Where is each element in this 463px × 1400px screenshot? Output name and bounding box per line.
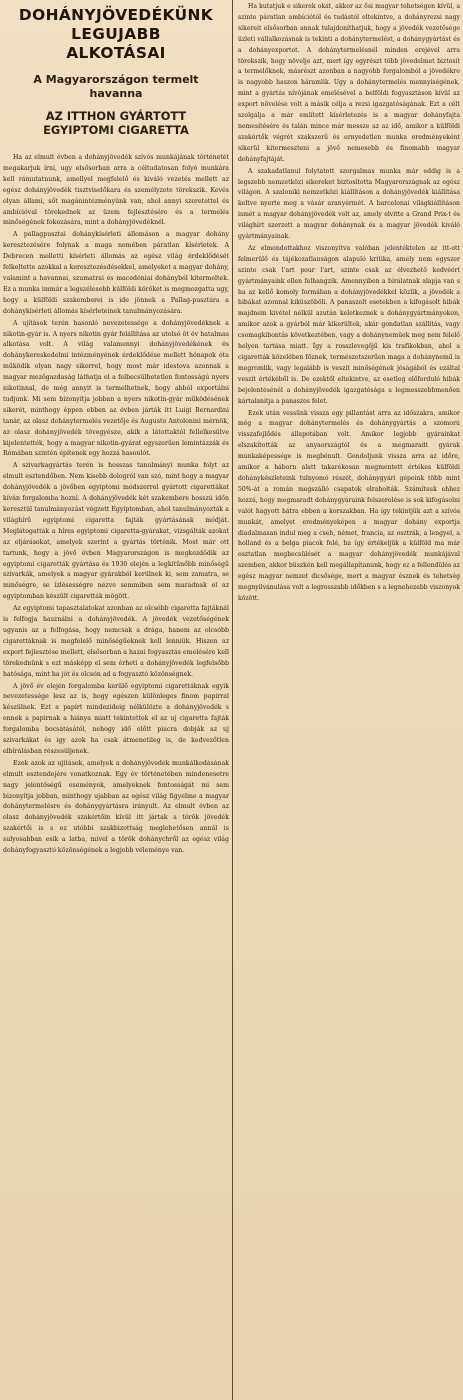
article-paragraph: Ezek azok az ujítások, amelyek a dohányjövedék munkálkodásának elmult esztendejére vonatkoznak. Egy év történetében mindenesetre nagy jelentőségű események, amelyeknek fontosságát mi sem bizonyítja jobban, minthogy ujabban az egész világ figyelme a magyar dohánytermelésre és dohánygyártásra irányult. Az elmult évben az olasz dohányjövedék szakértőin kívül itt jártak a török jövedék szakértői is s ez utóbbi szakbizottság meglehetősen annál is sulyosabban esik a latba, mivel a török dohánychről az egész világ dohányfogyasztó közönségének a legjobb véleménye van. <box>3 759 229 855</box>
headline-line-2: LEGUJABB <box>71 25 161 43</box>
article-paragraph: Az elmondottakhoz viszonyítva valóban jelentéktelen az itt-ott felmerülő és tájékozatlanságon alapuló kritika, amely nem egyszer szinte csak l'art pour l'art, szinte csak az élvezhető kedvéért gyártmányaink ellen felhangzik. Amennyiben a bírálatnak alapja van s ha az kellő komoly formában a dohányjövedékkel közlik, a jövedék a hibákat azonnal kiküszöböli. A panaszolt esetekben a kifogásolt hibák majdnem kivétel nélkül azután keletkeznek a dohánygyártmányokon, amikor azok a gyárból már kikerültek, akár gondatlan szállítás, vagy csomagkibontás következtében, vagy a dohánynemüek meg nem felelő helyen tartása miatt. Így a rosszlevegőjű kis trafikokban, ahol a cigaretták közelében főznek, természetszerűen maga a dohánynemű is megromlik, vagy legalább is veszít minőségének jóságából és ezáltal veszít értékéből is. De ezektől eltekintve, az esetleg előforduló hibák bejelentésénél a dohányjövedék igazgatósága a legmesszebbmenően kártalanítja a panaszos felet. <box>238 244 460 405</box>
subheadline-1: A Magyarországon termelt <box>33 73 199 86</box>
headline-line-3: ALKOTÁSAI <box>66 44 166 62</box>
article-paragraph: Ha az elmult évben a dohányjövedék szívós munkájának történetét megakarjuk írni, ugy elsősorban arra a céltudatosan folyó munkára kell rámutatnunk, amellyel megfelelő és kiváló vezetés mellett az egész dohányjövedék tisztviselőkara és személyzete törekszik. Kevés olyan állami, sőt magánintézményünk van, ahol annyi szeretettel és ambícióval törekednek az üzem fejlesztésére és a termelés minőségének fokozására, mint a dohányjövedéknél. <box>3 154 229 227</box>
subheadline-4: EGYIPTOMI CIGARETTA <box>43 123 189 137</box>
article-paragraph: A szakadatlanul folytatott szorgalmas munka már eddig is a legszebb nemzetközi sikereket biztosította Magyarországnak az egész világon. A szaloniki nemzetközi kiállításon a dohányjövedék kiállítása keltve nyerte meg a vásár aranyérmét. A barcelonai világkiállításon ismét a magyar dohányjövedék volt az, amely elvitte a Grand Prix-t és világhírt szerzett a magyar dohánynak és a magyar jövedék kiváló gyártmányainak. <box>238 167 460 241</box>
article-paragraph: A pallagpusztai dohánykísérleti állomáson a magyar dohány keresztezésére folynak a maga nemében páratlan kísérletek. A Debrecen melletti kísérleti állomás az egész világ érdeklődését felkeltette azokkal a keresztezésdésekkel, amelyeket a magyar dohány, valamint a havannai, szumatrai és macedóniai dohányból kitermeltek. Ez a munka immár a legszélesebb külföldi köröket is megmozgatta ugy, hogy a külföldi szakemberei is ide jönnek a Pallag-pusztára a dohánykísérleti állomás kísérleteinek tanulmányozására. <box>3 231 230 315</box>
article-paragraph: Az egyiptomi tapasztalatokat azonban az olcsóbb cigaretta fajtáknál is felfogja használni a dohányjövedék. A jövedék vezetőségének ugyanis az a felfogása, hogy nemcsak a drága, hanem az olcsóbb cigarettáknak is megfelelő minőségűeknek kell lenniük. Hiszen az export fejlesztése mellett, elsősorban a hazai fogyasztás emelésére kell törekednünk s ezt másképp el sem érheti a dohányjövedék legfelsőbb hatósága, mint ha jót és olcsón ad a fogyasztó közönségnek. <box>3 605 229 678</box>
article-paragraph: Ezek után vessünk vissza egy pillantást arra az időszakra, amikor még a magyar dohánytermelés és dohánygyártás a szomorú visszafejlődés állapotában volt. Amikor legjobb gyárainkat elszakították az anyaországtól és a megmaradt gyárak munkaképessége is megbénult. Gondoljunk vissza arra az időre, amikor a háborn alatt takarékosan megmentett értékes külföldi dohánykészleteink tulnyomó részét, dohánygyári gépeink több mint 50%-át a román megszálló csapatok elrabolták. Számítsuk ehhez hozzá, hogy megmaradt dohánygyáraink felszerelése is sok kifogásolni valót hagyott hátra ebben a korszakban. Ha így tekintjük azt a szívós munkát, amelyet eredményeképen a magyar dohány exportja diadalmasan indul meg a cseh, német, francia, az osztrák, a lengyel, a holland és a belga piacok felé, ha így értékeljük a külföld ma már osztatlan megbecsülését a magyar dohányjövedék munkájával szemben, akkor büszkén kell megállapítanunk, hogy ez a fellendülés az egész magyar nemzet dicsősége, mert a magyar észnek és tehetség megnyilvánulása volt a legrosszabb időkben s a legnehezebb viszonyok között. <box>238 409 460 602</box>
article-paragraph: A ujítások terén hasonló nevezetessége a dohányjövedéknek a nikotin-gyár is. A nyers nikotin gyár felállítása az utolsó öt év hatalmas alkotása volt. A világ valamennyi dohányjövedékének és dohánykereskedelmi intézményének érdeklődése mellett hónapok óta működik olyan nagy sikerrel, hogy most már idestova azonnak a magyar mezőgazdaság láthatja el a felbecsülhetetlen fontosságú nyers nikotinnal, de még annyit is termelhetnek, hogy abból exportálni tudjunk. Mi sem bizonyítja jobban a nyers nikotin-gyár működésének sikerét, minthogy éppen ebben az évben járták itt Luigi Bernardini tanár, az olasz dohánytermelés vezetője és Augusto Antolonini mérnök, az olasz dohányjövedék tövegyésze, akik a látottaktól fellelkesülve kijelentették, hogy a magyar nikotin-gyárat egyszerűen lemintázzák és Rómában szintén építenek egy hozzá hasonlót. <box>3 319 229 458</box>
subheadline-2: havanna <box>89 87 143 100</box>
subheadline-3: AZ ITTHON GYÁRTOTT <box>45 109 187 123</box>
article-paragraph: A jövő év elején forgalomba kerülő egyiptomi cigarettáknak egyik nevezetessége lesz az is, hogy egészen különleges finom papirral készülnek. Ezt a papírt mindezideig nélkülözte a dohányjövedék s ennek a papirnak a hiánya miatt tekintettek el az uj cigaretta fajták forgalomba bocsátásától, nehogy idő előtt piacra dobják az uj szivarkákat és igy azok ha csak átmenetileg is, de kedvezőtlen elbírálásban részesüljenek. <box>3 682 229 755</box>
headline-line-1: DOHÁNYJÖVEDÉKÜNK <box>18 6 214 24</box>
right-column <box>233 0 463 640</box>
article-paragraph: Ha kutatjuk e sikerek okát, akkor az ősi magyar tehetségen kívül, a szinte páratlan ambíciótól és tudástól eltekintve, a dohányrezsi nagy sikereit elsősorban annak tulajdoníthatjuk, hogy a jövedék vezetősége üzleti vállalkozásnak is tekinti a dohánytermelést, a dohánygyártást és a dohányexportot. A dohánytermelésnél minden erejével arra törekszik, hogy növelje azt, mert így egyrészt több jövedelmet biztosít a termelőknek, másrészt azonban a nagyobb forgalomból a jövedékre is nagyobb haszon háramlik. Ugy a dohánytermelés mennyiségének, mint a gyártás nívójának emelésével a belföldi fogyasztáson kívül az export növelése volt a másik célja a rezsi igazgatóságának. Ezt a célt szolgálja a már említett kísérletezés is a magyar dohányfajta nemesítésére és talán mince már messze az az idő, amikor a külföldi szakértők végrét szakszerű és ernyedetlen munka eredményeként sikerül kitermeszteni a jövő nemesebb és finomabb magyar dohányfajtáját. <box>238 3 460 163</box>
article-paragraph: A szivarkagyártás terén is hosszas tanulmányi munka folyt az elmult esztendőben. Nem kisebb dologról van szó, mint hogy a magyar dohányjövedék a jövőben egyiptomi módszerrel gyártott cigarettákat kíván forgalomba hozni. A dohányjövedék két szakembere hosszú időn keresztül tanulmányozást végzett Egyiptomban, ahol tanulmányozták a világhírű egyiptomi cigaretta fajták gyártásának módját. Meglátogatták a híres egyiptomi cigaretta-gyárakat, vizsgálták azokat az eljárásokat, amelyek szerint a gyártás történik. Most már ott tartunk, hogy a jövő évben Magyarországon is megkezdődik az egyiptomi cigaretták gyártása és 1930 elején a legkitűnőbb minőségű szivarkák, amelyek a magyar gyárakból kerülnek ki, sem zamatra, se minőségre, se ízlésességre nézve semmiben sem maradnak el az egyiptomban készült cigaretták mögött. <box>3 462 229 601</box>
